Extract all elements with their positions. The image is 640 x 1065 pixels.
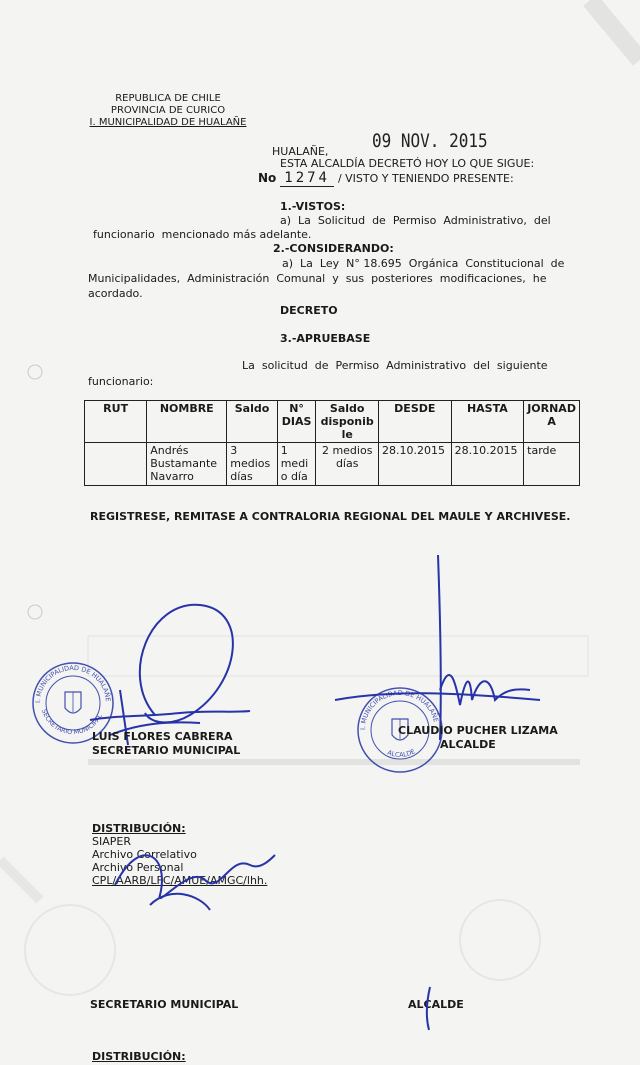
- registrese-text: REGISTRESE, REMITASE A CONTRALORIA REGIONAL DEL MAULE Y ARCHIVESE.: [90, 510, 571, 523]
- intro-text: ESTA ALCALDÍA DECRETÓ HOY LO QUE SIGUE:: [280, 157, 535, 170]
- table-cell: 1 medi o día: [277, 443, 316, 486]
- table-cell: Andrés Bustamante Navarro: [147, 443, 227, 486]
- initials-signature: [110, 825, 280, 915]
- vistos-text: a) La Solicitud de Permiso Administrativo, del: [280, 214, 551, 227]
- punch-hole-mark: [28, 365, 42, 379]
- table-cell: 28.10.2015: [451, 443, 524, 486]
- seal-text: I. MUNICIPALIDAD DE HUALAÑE: [358, 688, 441, 731]
- mayor-name: CLAUDIO PUCHER LIZAMA: [398, 724, 558, 737]
- letterhead-line: I. MUNICIPALIDAD DE HUALAÑE: [89, 117, 247, 128]
- secretary-role: SECRETARIO MUNICIPAL: [92, 744, 241, 757]
- mayor-role: ALCALDE: [440, 738, 496, 751]
- mayor-signature: [330, 550, 560, 750]
- distribucion-title: DISTRIBUCIÓN:: [92, 822, 186, 835]
- table-header: DESDE: [379, 401, 452, 443]
- considerando-text: Municipalidades, Administración Comunal y sus posteriores modificaciones, he: [88, 272, 547, 285]
- table-row: [85, 443, 580, 486]
- apruebase-heading: 3.-APRUEBASE: [280, 332, 371, 345]
- punch-hole-mark: [28, 605, 42, 619]
- seal-text: I. MUNICIPALIDAD DE HUALAÑE: [33, 663, 113, 704]
- number-prefix: No: [258, 171, 277, 185]
- place-label: HUALAÑE,: [272, 145, 329, 158]
- list-item: Archivo Correlativo: [92, 848, 197, 861]
- table-cell: tarde: [524, 443, 580, 486]
- solicitud-text: funcionario:: [88, 375, 154, 388]
- vistos-title: 1.-VISTOS:: [280, 200, 346, 213]
- footer-mayor-role: ALCALDE: [408, 998, 464, 1011]
- secretary-name: LUIS FLORES CABRERA: [92, 730, 233, 743]
- table-header: JORNAD A: [524, 401, 580, 443]
- seal-text: ALCALDE: [386, 747, 417, 759]
- table-header-row: [85, 401, 580, 443]
- number-line: [258, 170, 514, 187]
- table-cell: 28.10.2015: [379, 443, 452, 486]
- solicitud-text: La solicitud de Permiso Administrativo del siguiente: [242, 359, 548, 372]
- table-header: N° DIAS: [277, 401, 316, 443]
- footer-distribucion-title: DISTRIBUCIÓN:: [92, 1050, 186, 1063]
- date-stamp: 09 NOV. 2015: [372, 129, 488, 152]
- table-header: Saldo disponib le: [316, 401, 379, 443]
- table-cell: 3 medios días: [227, 443, 277, 486]
- decree-number: 1274: [280, 170, 334, 187]
- considerando-text: acordado.: [88, 287, 143, 300]
- considerando-text: a) La Ley N° 18.695 Orgánica Constitucional de: [282, 257, 565, 270]
- number-suffix: / VISTO Y TENIENDO PRESENTE:: [337, 172, 514, 185]
- letterhead: [88, 93, 248, 129]
- letterhead-line: REPUBLICA DE CHILE: [115, 93, 221, 104]
- table-header: HASTA: [451, 401, 524, 443]
- list-item: Archivo Personal: [92, 861, 184, 874]
- table-header: NOMBRE: [147, 401, 227, 443]
- seal-text: SECRETARIO MUNICIPAL: [40, 708, 104, 737]
- table-header: RUT: [85, 401, 147, 443]
- considerando-title: 2.-CONSIDERANDO:: [273, 242, 394, 255]
- table-cell: 2 medios días: [316, 443, 379, 486]
- letterhead-line: PROVINCIA DE CURICO: [110, 105, 226, 116]
- footer-secretary-role: SECRETARIO MUNICIPAL: [90, 998, 239, 1011]
- decreto-heading: DECRETO: [280, 304, 338, 317]
- table-header: Saldo: [227, 401, 277, 443]
- permit-table: [84, 400, 580, 486]
- footer-signature-stroke: [415, 985, 445, 1035]
- table-cell: [85, 443, 147, 486]
- vistos-text: funcionario mencionado más adelante.: [93, 228, 312, 241]
- list-item: CPL/AARB/LFC/AMUE/AMGC/lhh.: [92, 874, 268, 887]
- list-item: SIAPER: [92, 835, 131, 848]
